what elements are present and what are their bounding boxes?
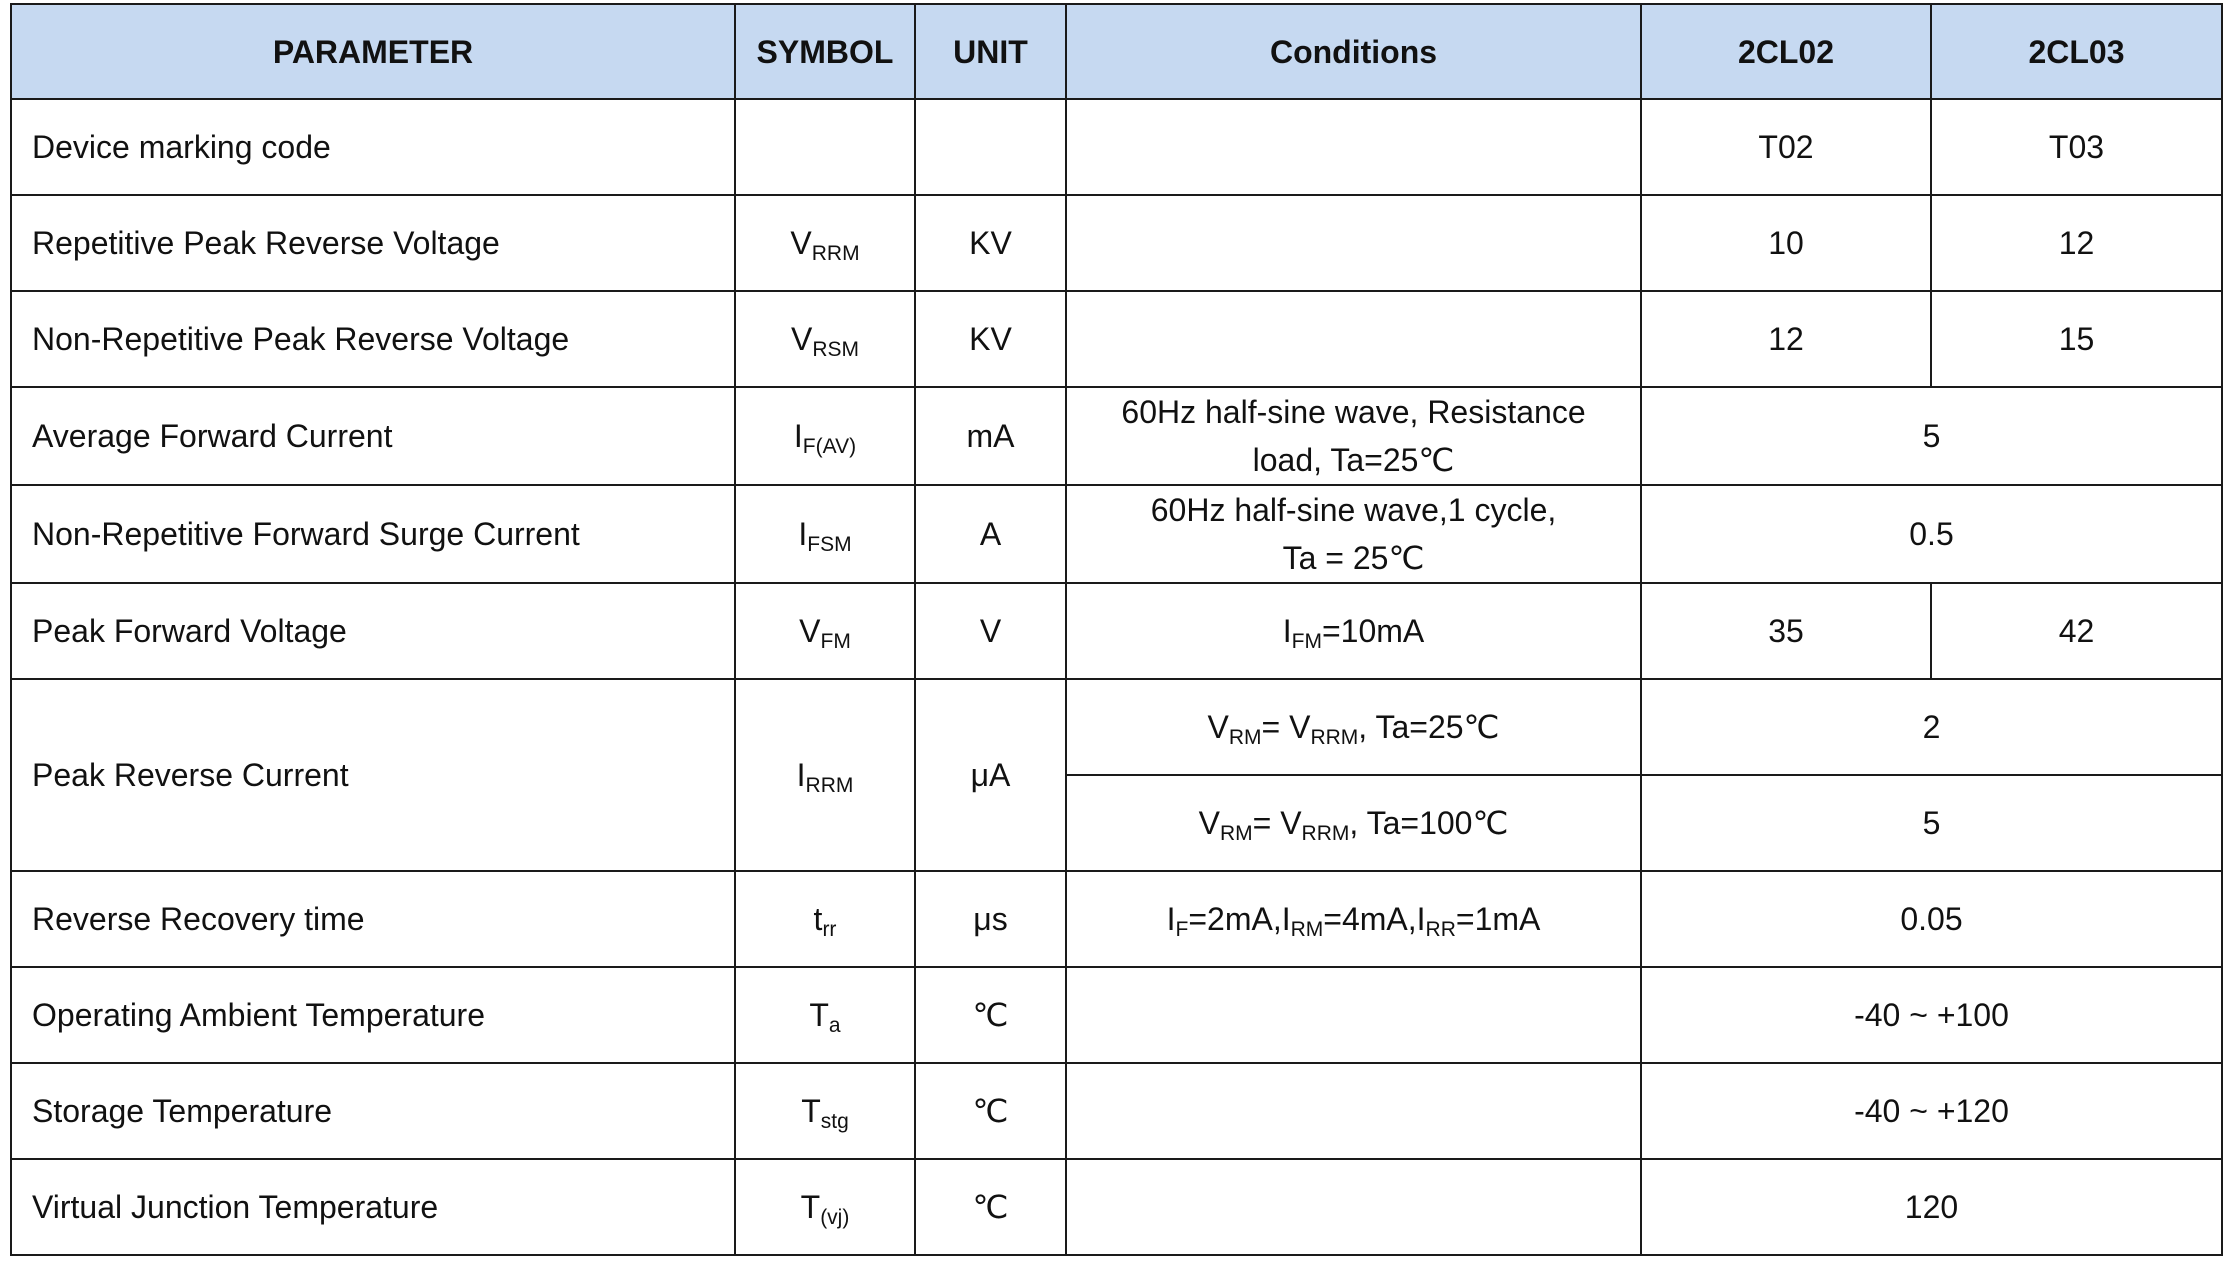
conditions-text: =10mA: [1321, 613, 1425, 649]
conditions-subscript: FM: [1291, 630, 1322, 653]
header-parameter: PARAMETER: [11, 4, 735, 99]
row-repetitive-peak-reverse-voltage: [11, 195, 2222, 291]
unit-cell: A: [915, 485, 1066, 583]
param-cell: Peak Forward Voltage: [11, 583, 735, 679]
symbol-cell: [735, 583, 915, 679]
param-cell: Storage Temperature: [11, 1063, 735, 1159]
conditions-subscript: F: [1175, 918, 1189, 941]
conditions-line-2: Ta = 25℃: [1282, 540, 1425, 576]
value-2cl03: T03: [1931, 99, 2222, 195]
param-cell: Virtual Junction Temperature: [11, 1159, 735, 1255]
symbol-main: I: [798, 516, 808, 552]
conditions-text: =2mA,I: [1188, 901, 1291, 937]
symbol-main: V: [790, 321, 813, 357]
row-virtual-junction-temperature: [11, 1159, 2222, 1255]
unit-cell: V: [915, 583, 1066, 679]
value-2cl02: 12: [1641, 291, 1931, 387]
conditions-text: V: [1198, 805, 1220, 841]
symbol-cell: [735, 1159, 915, 1255]
row-reverse-recovery-time: [11, 871, 2222, 967]
symbol-main: T: [800, 1189, 821, 1225]
value-2cl03: 42: [1931, 583, 2222, 679]
conditions-cell: [1066, 1063, 1641, 1159]
param-cell: Average Forward Current: [11, 387, 735, 485]
conditions-line-1: 60Hz half-sine wave,1 cycle,: [1150, 492, 1557, 528]
row-average-forward-current: [11, 387, 2222, 485]
value-2cl03: 15: [1931, 291, 2222, 387]
unit-cell: [915, 99, 1066, 195]
row-storage-temperature: [11, 1063, 2222, 1159]
value-shared: 0.05: [1641, 871, 2222, 967]
conditions-cell: [1066, 967, 1641, 1063]
value-shared: -40 ~ +100: [1641, 967, 2222, 1063]
param-cell: Non-Repetitive Peak Reverse Voltage: [11, 291, 735, 387]
symbol-subscript: RRM: [805, 774, 854, 797]
value-2cl02: T02: [1641, 99, 1931, 195]
value-shared: 120: [1641, 1159, 2222, 1255]
conditions-text: I: [1282, 613, 1292, 649]
unit-cell: KV: [915, 291, 1066, 387]
conditions-cell: [1066, 99, 1641, 195]
symbol-main: I: [793, 418, 803, 454]
symbol-subscript: FSM: [807, 533, 852, 556]
symbol-cell: [735, 871, 915, 967]
conditions-cell: [1066, 291, 1641, 387]
symbol-cell: [735, 967, 915, 1063]
symbol-cell: [735, 291, 915, 387]
symbol-main: T: [809, 997, 829, 1033]
symbol-subscript: RSM: [812, 338, 859, 361]
symbol-subscript: rr: [822, 918, 837, 941]
conditions-subscript: RM: [1290, 918, 1324, 941]
conditions-cell: [1066, 679, 1641, 775]
param-cell: Peak Reverse Current: [11, 679, 735, 871]
unit-cell: mA: [915, 387, 1066, 485]
symbol-main: t: [813, 901, 823, 937]
value-2cl02: 35: [1641, 583, 1931, 679]
conditions-subscript: RRM: [1301, 822, 1350, 845]
symbol-cell: [735, 387, 915, 485]
symbol-subscript: a: [828, 1014, 841, 1037]
conditions-cell: [1066, 871, 1641, 967]
conditions-cell: [1066, 485, 1641, 583]
spec-table: [10, 3, 2223, 1256]
value-shared: 5: [1641, 387, 2222, 485]
row-non-repetitive-peak-reverse-voltage: [11, 291, 2222, 387]
conditions-text: =1mA: [1455, 901, 1541, 937]
row-operating-ambient-temperature: [11, 967, 2222, 1063]
row-non-repetitive-forward-surge-current: [11, 485, 2222, 583]
value-shared: 5: [1641, 775, 2222, 871]
conditions-line-1: 60Hz half-sine wave, Resistance: [1121, 394, 1586, 430]
row-peak-reverse-current-ta25: [11, 679, 2222, 775]
symbol-cell: [735, 485, 915, 583]
conditions-line-2: load, Ta=25℃: [1252, 442, 1455, 478]
conditions-text: , Ta=25℃: [1358, 709, 1500, 745]
symbol-main: V: [799, 613, 821, 649]
unit-cell: ℃: [915, 967, 1066, 1063]
unit-cell: μA: [915, 679, 1066, 871]
symbol-subscript: stg: [820, 1110, 849, 1133]
conditions-cell: [1066, 195, 1641, 291]
param-cell: Reverse Recovery time: [11, 871, 735, 967]
header-2cl03: 2CL03: [1931, 4, 2222, 99]
value-2cl02: 10: [1641, 195, 1931, 291]
row-device-marking-code: [11, 99, 2222, 195]
conditions-text: , Ta=100℃: [1349, 805, 1509, 841]
symbol-subscript: F(AV): [802, 435, 857, 458]
symbol-cell: [735, 1063, 915, 1159]
conditions-cell: [1066, 1159, 1641, 1255]
conditions-text: I: [1166, 901, 1176, 937]
unit-cell: μs: [915, 871, 1066, 967]
header-conditions: Conditions: [1066, 4, 1641, 99]
conditions-cell: [1066, 387, 1641, 485]
value-shared: 2: [1641, 679, 2222, 775]
unit-cell: ℃: [915, 1063, 1066, 1159]
symbol-subscript: (vj): [820, 1206, 850, 1229]
symbol-subscript: RRM: [811, 242, 860, 265]
conditions-subscript: RM: [1228, 726, 1262, 749]
conditions-text: = V: [1252, 805, 1302, 841]
conditions-text: = V: [1261, 709, 1311, 745]
header-2cl02: 2CL02: [1641, 4, 1931, 99]
conditions-text: =4mA,I: [1323, 901, 1426, 937]
header-row: [11, 4, 2222, 99]
symbol-main: T: [801, 1093, 821, 1129]
unit-cell: KV: [915, 195, 1066, 291]
value-shared: -40 ~ +120: [1641, 1063, 2222, 1159]
symbol-cell: [735, 195, 915, 291]
symbol-main: V: [790, 225, 812, 261]
param-cell: Device marking code: [11, 99, 735, 195]
conditions-cell: [1066, 775, 1641, 871]
conditions-subscript: RRM: [1310, 726, 1359, 749]
conditions-cell: [1066, 583, 1641, 679]
unit-cell: ℃: [915, 1159, 1066, 1255]
symbol-cell: [735, 99, 915, 195]
conditions-text: V: [1207, 709, 1229, 745]
header-unit: UNIT: [915, 4, 1066, 99]
row-peak-forward-voltage: [11, 583, 2222, 679]
param-cell: Non-Repetitive Forward Surge Current: [11, 485, 735, 583]
param-cell: Operating Ambient Temperature: [11, 967, 735, 1063]
header-symbol: SYMBOL: [735, 4, 915, 99]
symbol-subscript: FM: [820, 630, 851, 653]
param-cell: Repetitive Peak Reverse Voltage: [11, 195, 735, 291]
symbol-main: I: [796, 757, 806, 793]
conditions-subscript: RM: [1219, 822, 1253, 845]
value-2cl03: 12: [1931, 195, 2222, 291]
symbol-cell: [735, 679, 915, 871]
conditions-subscript: RR: [1425, 918, 1456, 941]
value-shared: 0.5: [1641, 485, 2222, 583]
